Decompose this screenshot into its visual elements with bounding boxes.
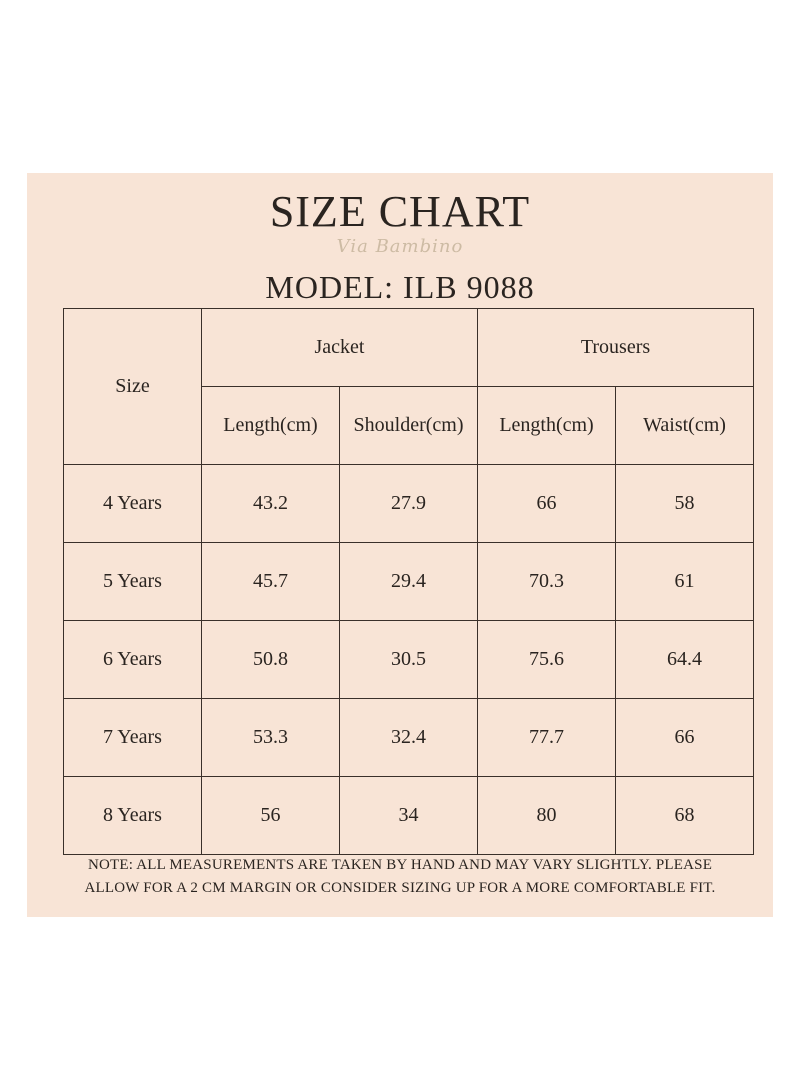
jacket-shoulder-header: Shoulder(cm) <box>340 387 478 465</box>
jacket-length-cell: 56 <box>202 777 340 855</box>
table-row <box>64 777 754 855</box>
note-line-1: NOTE: ALL MEASUREMENTS ARE TAKEN BY HAND AND MAY VARY SLIGHTLY. PLEASE <box>87 857 713 873</box>
jacket-length-cell: 50.8 <box>202 621 340 699</box>
jacket-shoulder-cell: 30.5 <box>340 621 478 699</box>
table-row <box>64 699 754 777</box>
table-row <box>64 543 754 621</box>
size-cell: 8 Years <box>64 777 202 855</box>
measurement-note <box>27 854 773 900</box>
size-cell: 5 Years <box>64 543 202 621</box>
jacket-length-cell: 43.2 <box>202 465 340 543</box>
note-line-2: ALLOW FOR A 2 CM MARGIN OR CONSIDER SIZING UP FOR A MORE COMFORTABLE FIT. <box>84 880 716 896</box>
trousers-length-header: Length(cm) <box>478 387 616 465</box>
jacket-length-header: Length(cm) <box>202 387 340 465</box>
trousers-waist-cell: 64.4 <box>616 621 754 699</box>
trousers-waist-cell: 58 <box>616 465 754 543</box>
jacket-length-cell: 53.3 <box>202 699 340 777</box>
trousers-waist-cell: 61 <box>616 543 754 621</box>
jacket-shoulder-cell: 32.4 <box>340 699 478 777</box>
size-cell: 6 Years <box>64 621 202 699</box>
brand-logo-text: Via Bambino <box>336 236 464 257</box>
size-chart-card <box>27 173 773 917</box>
trousers-length-cell: 66 <box>478 465 616 543</box>
trousers-waist-cell: 68 <box>616 777 754 855</box>
model-number: MODEL: ILB 9088 <box>265 269 535 305</box>
trousers-length-cell: 80 <box>478 777 616 855</box>
trousers-group-header: Trousers <box>478 309 754 387</box>
trousers-length-cell: 75.6 <box>478 621 616 699</box>
jacket-group-header: Jacket <box>202 309 478 387</box>
jacket-shoulder-cell: 34 <box>340 777 478 855</box>
size-cell: 4 Years <box>64 465 202 543</box>
jacket-shoulder-cell: 29.4 <box>340 543 478 621</box>
size-column-header: Size <box>64 309 202 465</box>
table-row <box>64 465 754 543</box>
table-row <box>64 621 754 699</box>
group-header-row <box>64 309 754 387</box>
jacket-length-cell: 45.7 <box>202 543 340 621</box>
trousers-length-cell: 70.3 <box>478 543 616 621</box>
size-cell: 7 Years <box>64 699 202 777</box>
trousers-waist-cell: 66 <box>616 699 754 777</box>
size-table <box>63 308 754 855</box>
jacket-shoulder-cell: 27.9 <box>340 465 478 543</box>
trousers-length-cell: 77.7 <box>478 699 616 777</box>
trousers-waist-header: Waist(cm) <box>616 387 754 465</box>
chart-title: SIZE CHART <box>269 187 531 236</box>
